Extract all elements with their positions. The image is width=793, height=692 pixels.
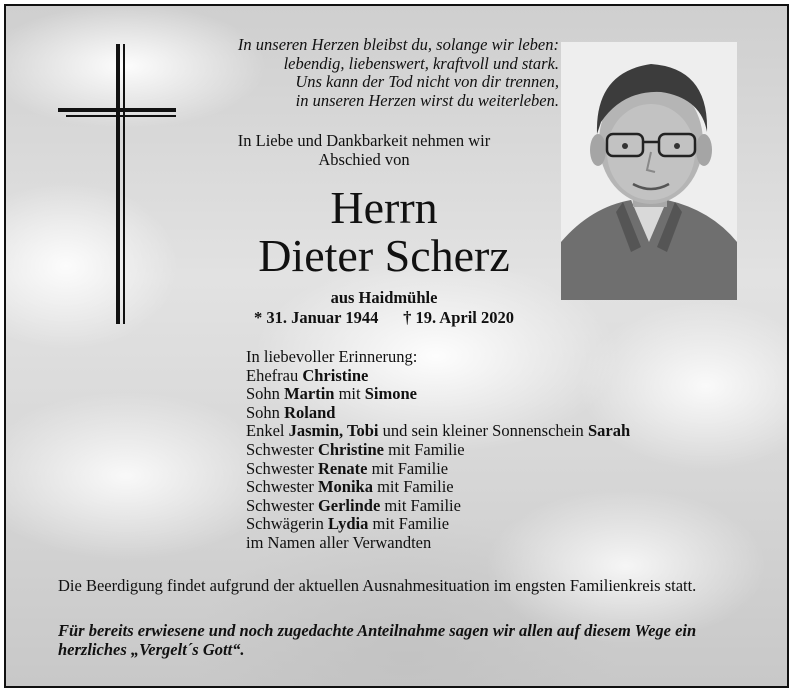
family-relation-text: mit Familie xyxy=(372,477,454,497)
family-relation-text: mit xyxy=(334,384,365,404)
family-member-name: Lydia xyxy=(328,514,369,534)
poem-line: lebendig, liebenswert, kraftvoll und stark. xyxy=(283,53,559,73)
family-relation-text: mit Familie xyxy=(380,495,461,515)
intro-text xyxy=(184,132,544,169)
portrait-photo xyxy=(561,42,737,300)
family-line xyxy=(246,422,630,441)
family-member-name: Martin xyxy=(284,384,335,404)
family-line xyxy=(246,441,630,460)
life-dates xyxy=(184,308,584,327)
poem-line: In unseren Herzen bleibst du, solange wir leben: xyxy=(237,35,559,54)
family-line xyxy=(246,367,630,386)
family-relation-text: Enkel xyxy=(246,421,289,441)
family-relation-text: Schwägerin xyxy=(246,514,329,534)
family-member-name: Christine xyxy=(317,439,384,459)
family-relation-text: In liebevoller Erinnerung: xyxy=(246,347,418,366)
family-member-name: Gerlinde xyxy=(317,495,381,515)
family-relation-text: mit Familie xyxy=(368,514,450,534)
birth-date: * 31. Januar 1944 xyxy=(253,308,379,327)
full-name: Dieter Scherz xyxy=(258,230,510,281)
family-relation-text: mit Familie xyxy=(383,439,465,459)
intro-line: In Liebe und Dankbarkeit nehmen wir xyxy=(237,131,491,150)
family-line xyxy=(246,534,630,553)
family-list xyxy=(246,348,630,553)
family-line xyxy=(246,478,630,497)
poem-line: Uns kann der Tod nicht von dir trennen, xyxy=(295,72,559,91)
intro-line: Abschied von xyxy=(318,149,410,169)
family-member-name: Monika xyxy=(317,477,373,497)
family-member-name: Sarah xyxy=(587,421,631,441)
salutation: Herrn xyxy=(330,182,438,233)
family-line xyxy=(246,515,630,534)
funeral-notice: Die Beerdigung findet aufgrund der aktuellen Ausnahmesituation im engsten Familienkreis statt. xyxy=(58,576,697,595)
obituary-notice xyxy=(4,4,789,688)
family-relation-text: Schwester xyxy=(246,495,318,515)
family-member-name: Renate xyxy=(317,458,368,478)
portrait-photo-image xyxy=(561,42,737,300)
family-relation-text: Sohn xyxy=(246,402,285,422)
family-relation-text: Schwester xyxy=(246,458,318,478)
family-line xyxy=(246,385,630,404)
family-relation-text: Sohn xyxy=(246,384,285,404)
family-relation-text: Schwester xyxy=(246,477,318,497)
family-member-name: Jasmin, Tobi xyxy=(288,421,379,441)
family-member-name: Christine xyxy=(302,365,369,385)
thanks-text: Für bereits erwiesene und noch zugedachte Anteilnahme sagen wir allen auf diesem Wege ein herzliches „Vergelt´s Gott“. xyxy=(58,621,697,659)
family-member-name: Roland xyxy=(284,402,336,422)
family-line xyxy=(246,404,630,423)
hometown: aus Haidmühle xyxy=(330,288,438,307)
family-line xyxy=(246,460,630,479)
family-relation-text: mit Familie xyxy=(367,458,449,478)
poem-line: in unseren Herzen wirst du weiterleben. xyxy=(295,90,559,110)
deceased-name xyxy=(184,184,584,280)
family-relation-text: im Namen aller Verwandten xyxy=(246,532,432,552)
family-line xyxy=(246,348,630,367)
death-date: † 19. April 2020 xyxy=(403,308,515,327)
poem xyxy=(139,36,559,110)
family-line xyxy=(246,497,630,516)
family-relation-text: Ehefrau xyxy=(246,365,303,385)
family-relation-text: Schwester xyxy=(246,439,318,459)
family-member-name: Simone xyxy=(364,384,417,404)
family-relation-text: und sein kleiner Sonnenschein xyxy=(378,421,588,441)
